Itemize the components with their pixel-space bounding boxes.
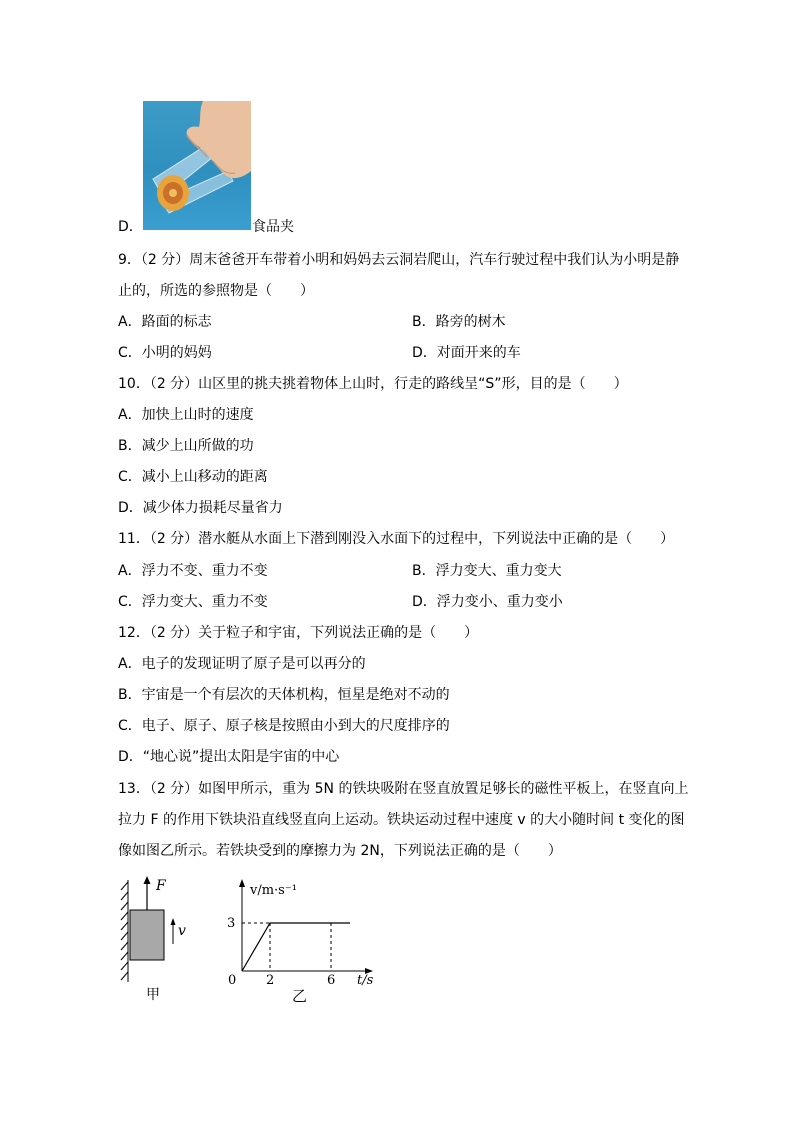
fig-jia-caption: 甲 [146,987,160,1003]
q12-option-d: D．“地心说”提出太阳是宇宙的中心 [118,749,340,765]
fig-yi-x-tick-2: 2 [266,973,275,988]
fig-jia-velocity-label: v [178,923,186,939]
wall-hatching [121,880,128,982]
fig-yi-x-axis-label: t/s [357,973,374,988]
q9-option-a: A．路面的标志 [118,314,212,330]
fig-yi-x-tick-0: 0 [228,973,237,988]
fig-yi-x-tick-6: 6 [327,973,336,988]
y-axis-arrowhead [239,879,245,887]
q13-stem-line1: 13．（2 分）如图甲所示，重为 5N 的铁块吸附在竖直放置足够长的磁性平板上，在竖直向上 [118,781,689,797]
q11-option-c: C．浮力变大、重力不变 [118,594,268,610]
fig-yi-y-tick-3: 3 [227,916,236,931]
q11-option-d: D．浮力变小、重力变小 [412,594,563,610]
fig-yi-caption: 乙 [292,987,308,1005]
iron-block [130,910,164,960]
q9-option-c: C．小明的妈妈 [118,345,212,361]
q11-option-b: B．浮力变大、重力变大 [412,563,562,579]
q10-option-c: C．减小上山移动的距离 [118,469,268,485]
q9-option-b: B．路旁的树木 [412,314,506,330]
q8-option-d-caption: 食品夹 [252,219,294,235]
food-tongs-image [143,101,251,230]
q12-option-c: C．电子、原子、原子核是按照由小到大的尺度排序的 [118,718,450,734]
q10-option-b: B．减少上山所做的功 [118,438,254,454]
q13-stem-line2: 拉力 F 的作用下铁块沿直线竖直向上运动。铁块运动过程中速度 v 的大小随时间 t 变化的图 [118,812,685,828]
q10-option-d: D．减少体力损耗尽量省力 [118,500,283,516]
q10-stem: 10．（2 分）山区里的挑夫挑着物体上山时，行走的路线呈“S”形，目的是（ ） [118,376,628,392]
food-tongs-illustration [143,101,251,230]
q13-stem-line3: 像如图乙所示。若铁块受到的摩擦力为 2N，下列说法正确的是（ ） [118,843,562,859]
q9-stem-line2: 止的，所选的参照物是（ ） [118,283,314,299]
q12-option-a: A．电子的发现证明了原子是可以再分的 [118,656,366,672]
fig-yi-y-axis-label: v/m·s⁻¹ [250,883,297,898]
velocity-arrow-head [171,918,176,925]
q8-option-d-letter: D． [118,219,143,235]
q10-option-a: A．加快上山时的速度 [118,407,254,423]
fig-jia-force-label: F [156,878,166,894]
q11-option-a: A．浮力不变、重力不变 [118,563,268,579]
force-arrow-head [144,876,151,884]
q11-stem: 11．（2 分）潜水艇从水面上下潜到刚没入水面下的过程中，下列说法中正确的是（ ） [118,531,675,547]
q12-option-b: B．宇宙是一个有层次的天体机构，恒星是绝对不动的 [118,687,450,703]
q9-option-d: D．对面开来的车 [412,345,521,361]
q9-stem-line1: 9．（2 分）周末爸爸开车带着小明和妈妈去云洞岩爬山，汽车行驶过程中我们认为小明是静 [118,252,680,268]
q12-stem: 12．（2 分）关于粒子和宇宙，下列说法正确的是（ ） [118,625,479,641]
velocity-curve [242,923,350,971]
